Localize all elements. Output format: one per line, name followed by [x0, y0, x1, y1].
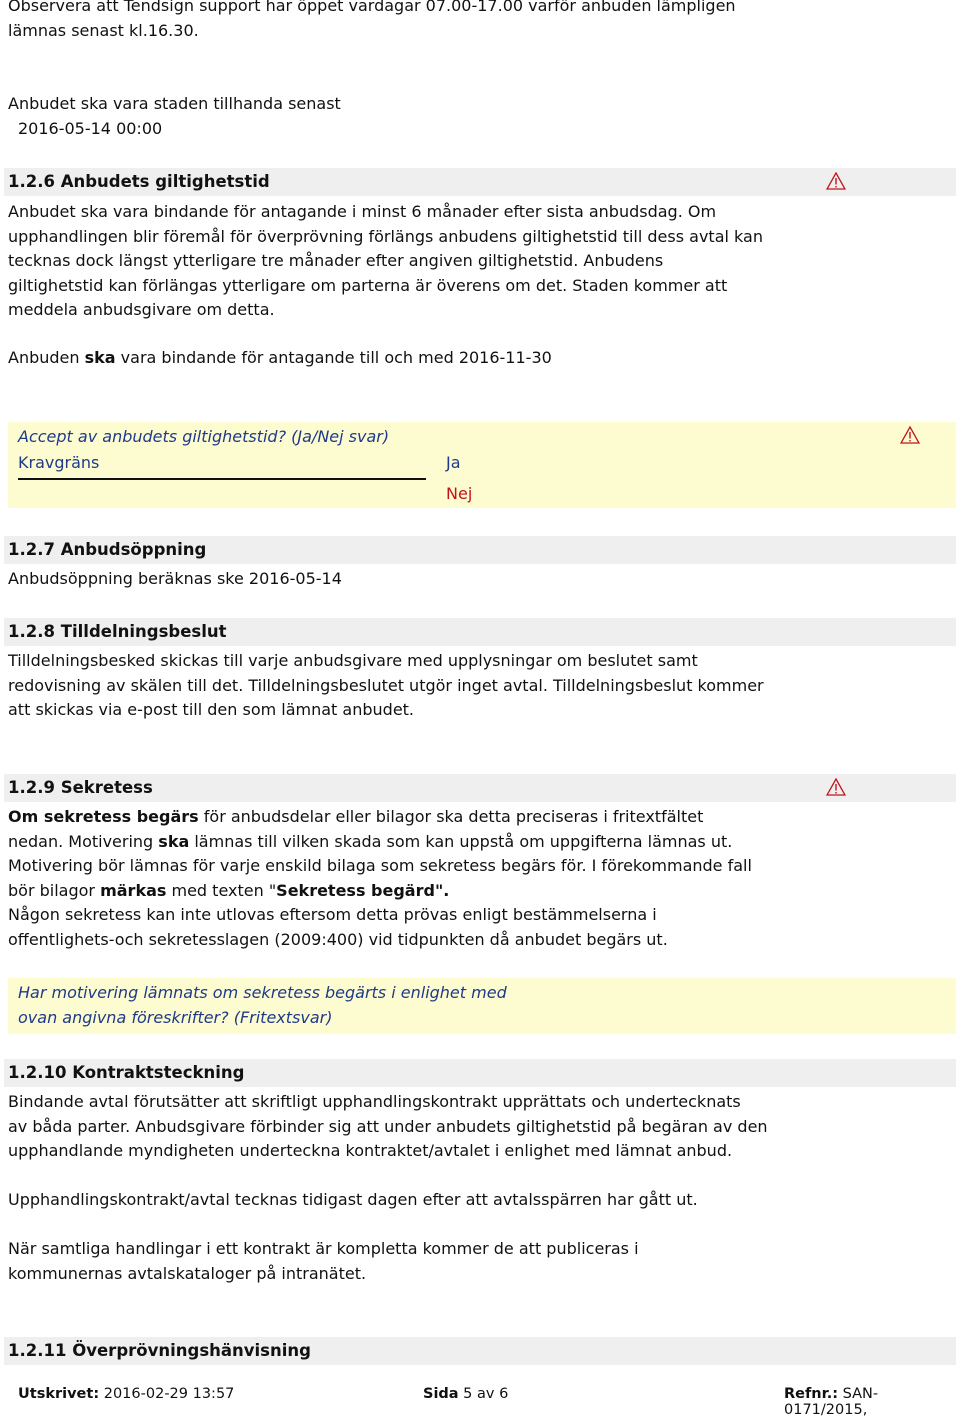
paragraph-line: redovisning av skälen till det. Tilldelningsbeslutet utgör inget avtal. Tilldelningsbeslut kommer	[8, 675, 764, 695]
paragraph-line: Någon sekretess kan inte utlovas eftersom detta prövas enligt bestämmelserna i	[8, 905, 657, 924]
warning-icon	[826, 172, 846, 190]
deadline-label: Anbudet ska vara staden tillhanda senast	[8, 94, 341, 113]
bold-text: ska	[84, 348, 116, 367]
opening-text	[8, 567, 956, 592]
footer-value: 5 av 6	[458, 1386, 509, 1402]
page-footer	[18, 1386, 956, 1418]
paragraph-line: meddela anbudsgivare om detta.	[8, 300, 275, 319]
confidentiality-text	[8, 805, 956, 952]
bold-text: Om sekretess begärs	[8, 807, 199, 826]
section-title: 1.2.11 Överprövningshänvisning	[8, 1341, 311, 1360]
paragraph-line: Motivering bör lämnas för varje enskild bilaga som sekretess begärs för. I förekommande fall	[8, 856, 752, 875]
paragraph-line: giltighetstid kan förlängas ytterligare om parterna är överens om det. Staden kommer att	[8, 275, 728, 295]
option-yes[interactable]: Ja	[446, 453, 461, 472]
section-header-1-2-8	[4, 618, 956, 646]
question-text: Har motivering lämnats om sekretess begärts i enlighet med	[18, 983, 507, 1002]
deadline-block	[8, 92, 956, 141]
warning-icon	[900, 426, 920, 444]
question-confidentiality	[8, 978, 956, 1034]
text: Anbuden	[8, 348, 85, 367]
paragraph-line: Anbudsöppning beräknas ske 2016-05-14	[8, 569, 342, 588]
intro-line: Observera att Tendsign support har öppet vardagar 07.00-17.00 varför anbuden lämpligen	[8, 0, 736, 15]
paragraph-line: tecknas dock längst ytterligare tre månader efter angiven giltighetstid. Anbudens	[8, 251, 664, 270]
paragraph-line: Anbudet ska vara bindande för antagande i minst 6 månader efter sista anbudsdag. Om	[8, 202, 717, 221]
text: med texten "	[166, 880, 277, 900]
footer-label: Refnr.:	[784, 1386, 839, 1402]
contract-text-3	[8, 1237, 956, 1286]
paragraph-line: upphandlande myndigheten underteckna kontraktet/avtalet i enlighet med lämnat anbud.	[8, 1141, 733, 1160]
deadline-value: 2016-05-14 00:00	[18, 118, 163, 138]
question-text: Accept av anbudets giltighetstid? (Ja/Nej svar)	[18, 427, 390, 446]
section-header-1-2-10	[4, 1059, 956, 1087]
paragraph-line: att skickas via e-post till den som lämnat anbudet.	[8, 700, 415, 719]
section-title: 1.2.7 Anbudsöppning	[8, 540, 207, 559]
award-text	[8, 649, 956, 723]
paragraph-line: av båda parter. Anbudsgivare förbinder sig att under anbudets giltighetstid på begäran av den	[8, 1116, 768, 1136]
paragraph-line: upphandlingen blir föremål för överprövning förlängs anbudens giltighetstid till dess avtal kan	[8, 226, 763, 246]
binding-statement	[8, 346, 956, 371]
footer-label: Utskrivet:	[18, 1386, 100, 1402]
paragraph-line: offentlighets-och sekretesslagen (2009:400) vid tidpunkten då anbudet begärs ut.	[8, 929, 668, 949]
text: lämnas till vilken skada som kan uppstå om uppgifterna lämnas ut.	[189, 831, 733, 851]
bold-text: märkas	[100, 880, 167, 900]
bold-text: Sekretess begärd".	[276, 880, 450, 900]
paragraph-line: När samtliga handlingar i ett kontrakt är kompletta kommer de att publiceras i	[8, 1239, 639, 1258]
requirement-label: Kravgräns	[18, 453, 100, 472]
paragraph-line: Bindande avtal förutsätter att skriftligt upphandlingskontrakt upprättats och undertecknats	[8, 1092, 741, 1111]
reference-number	[784, 1386, 956, 1418]
footer-value: 2016-02-29 13:57	[99, 1386, 235, 1402]
section-header-1-2-6	[4, 168, 956, 196]
text: för anbudsdelar eller bilagor ska detta preciseras i fritextfältet	[198, 807, 704, 826]
bold-text: ska	[158, 831, 190, 851]
warning-icon	[826, 778, 846, 796]
intro-support-notice	[8, 0, 956, 43]
text: nedan. Motivering	[8, 831, 159, 851]
paragraph-line: Upphandlingskontrakt/avtal tecknas tidigast dagen efter att avtalsspärren har gått ut.	[8, 1190, 698, 1209]
section-header-1-2-9	[4, 774, 956, 802]
requirement-line	[18, 478, 426, 480]
section-title: 1.2.9 Sekretess	[8, 778, 153, 797]
text: bör bilagor	[8, 880, 101, 900]
contract-text	[8, 1090, 956, 1164]
page-number	[423, 1386, 508, 1402]
question-text: ovan angivna föreskrifter? (Fritextsvar)	[18, 1008, 333, 1027]
section-header-1-2-7	[4, 536, 956, 564]
text: vara bindande för antagande till och med 2016-11-30	[115, 348, 552, 367]
contract-text-2	[8, 1188, 956, 1213]
validity-text	[8, 200, 956, 323]
footer-label: Sida	[423, 1386, 459, 1402]
intro-line: lämnas senast kl.16.30.	[8, 20, 199, 40]
question-validity	[8, 422, 956, 508]
paragraph-line: Tilldelningsbesked skickas till varje anbudsgivare med upplysningar om beslutet samt	[8, 651, 698, 670]
footer-value: SAN-0171/2015,	[784, 1386, 879, 1418]
section-header-1-2-11	[4, 1337, 956, 1365]
section-title: 1.2.6 Anbudets giltighetstid	[8, 172, 270, 191]
section-title: 1.2.10 Kontraktsteckning	[8, 1063, 245, 1082]
paragraph-line: kommunernas avtalskataloger på intranätet.	[8, 1263, 367, 1283]
section-title: 1.2.8 Tilldelningsbeslut	[8, 622, 227, 641]
printed-date	[18, 1386, 234, 1402]
option-no[interactable]: Nej	[446, 484, 473, 503]
